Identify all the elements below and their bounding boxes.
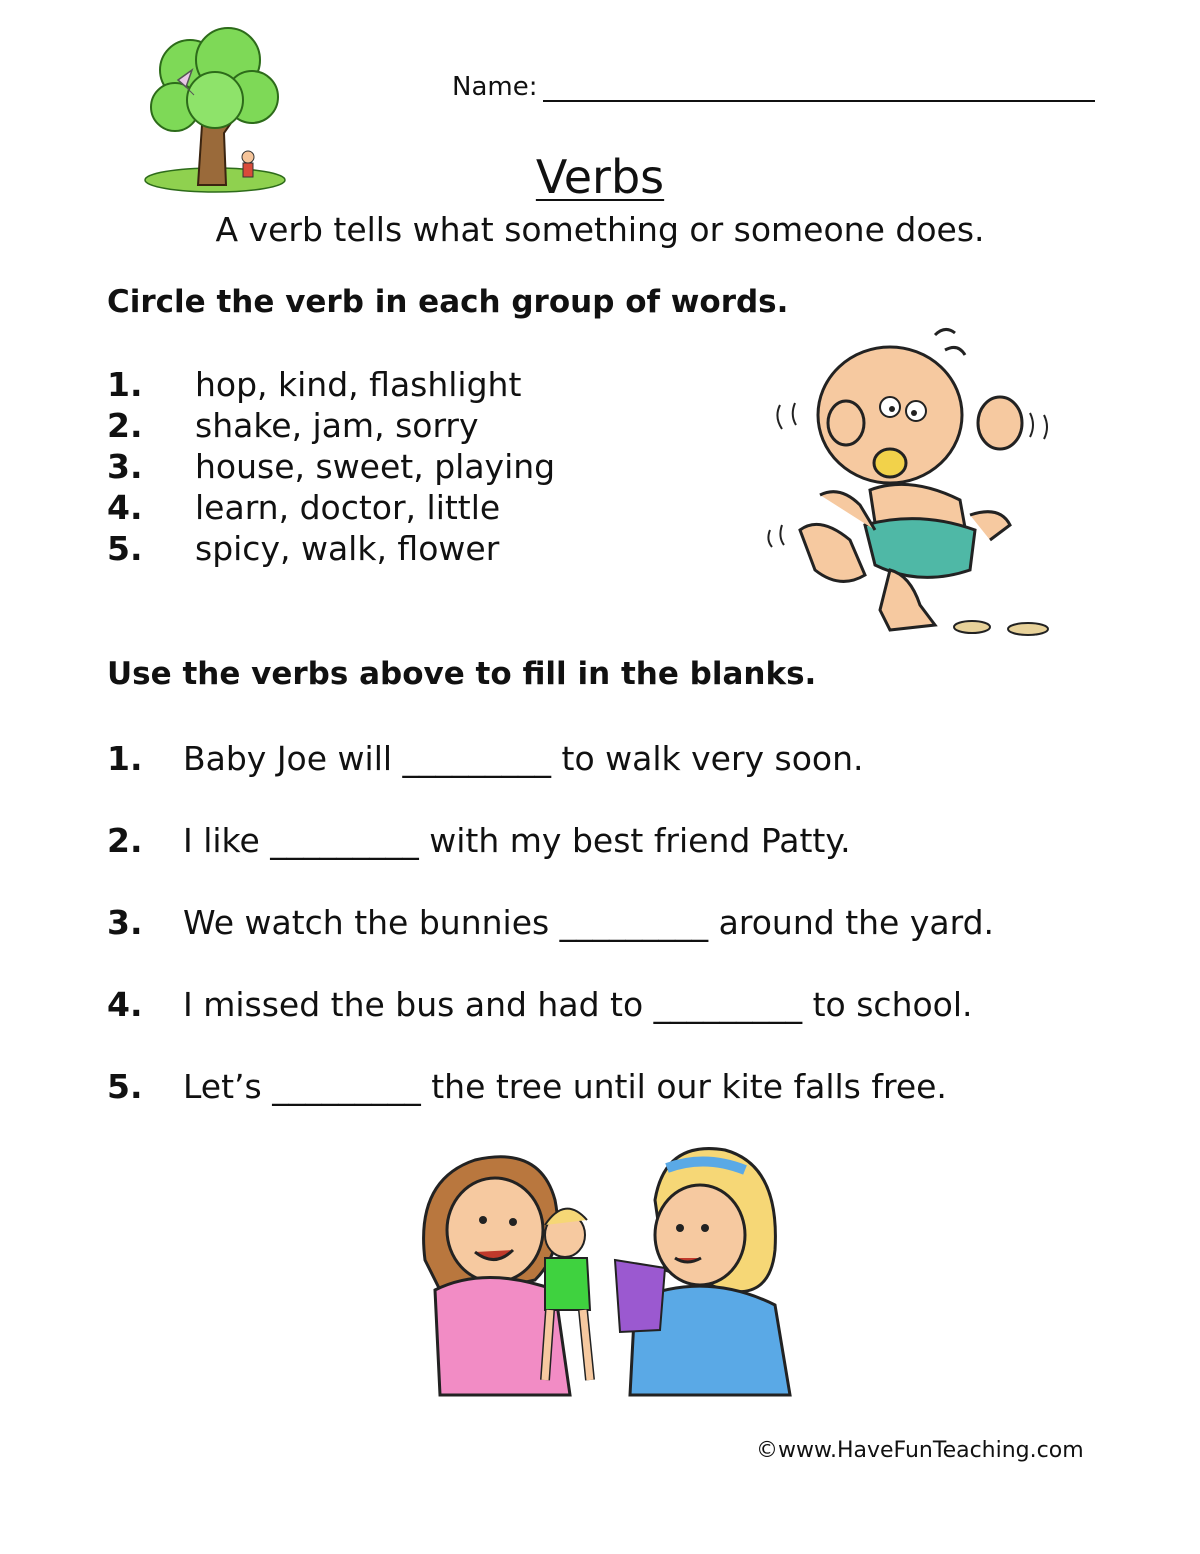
item-number: 2. [107, 406, 143, 445]
fill-section-heading: Use the verbs above to fill in the blanks. [107, 656, 817, 692]
list-item [107, 900, 994, 982]
page-subtitle: A verb tells what something or someone does. [215, 210, 985, 249]
list-item [107, 1064, 994, 1146]
copyright-footer: ©www.HaveFunTeaching.com [756, 1438, 1084, 1463]
item-number: 4. [107, 985, 143, 1024]
item-number: 1. [107, 739, 143, 778]
list-item [107, 364, 555, 405]
circle-word-list [107, 364, 555, 569]
fill-blank-list [107, 736, 994, 1146]
name-label: Name: [452, 72, 538, 102]
list-item [107, 528, 555, 569]
list-item [107, 405, 555, 446]
sentence-text[interactable]: Let’s _________ the tree until our kite falls free. [183, 1067, 947, 1106]
item-words[interactable]: house, sweet, playing [195, 447, 556, 486]
item-number: 5. [107, 1067, 143, 1106]
item-number: 4. [107, 488, 143, 527]
item-words[interactable]: shake, jam, sorry [195, 406, 479, 445]
item-words[interactable]: spicy, walk, flower [195, 529, 500, 568]
list-item [107, 736, 994, 818]
item-number: 5. [107, 529, 143, 568]
list-item [107, 818, 994, 900]
item-number: 1. [107, 365, 143, 404]
list-item [107, 982, 994, 1064]
circle-section-heading: Circle the verb in each group of words. [107, 284, 789, 320]
item-words[interactable]: hop, kind, flashlight [195, 365, 522, 404]
sentence-text[interactable]: We watch the bunnies _________ around the yard. [183, 903, 995, 942]
sentence-text[interactable]: Baby Joe will _________ to walk very soon. [183, 739, 864, 778]
name-field-line[interactable] [543, 100, 1095, 102]
list-item [107, 487, 555, 528]
item-words[interactable]: learn, doctor, little [195, 488, 501, 527]
sentence-text[interactable]: I like _________ with my best friend Patty. [183, 821, 851, 860]
girls-doll-illustration [405, 1140, 800, 1400]
baby-illustration [760, 325, 1060, 640]
list-item [107, 446, 555, 487]
item-number: 3. [107, 903, 143, 942]
item-number: 2. [107, 821, 143, 860]
page-title: Verbs [535, 150, 665, 204]
item-number: 3. [107, 447, 143, 486]
sentence-text[interactable]: I missed the bus and had to _________ to school. [183, 985, 973, 1024]
